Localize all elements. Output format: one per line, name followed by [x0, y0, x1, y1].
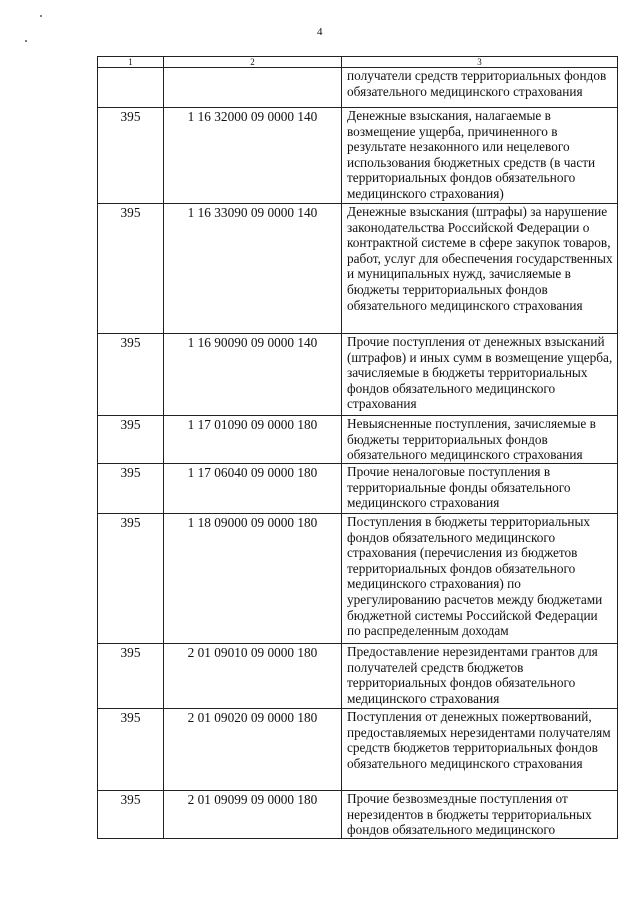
table-row	[98, 644, 618, 709]
table-row	[98, 416, 618, 464]
table-row	[98, 334, 618, 416]
revenue-name-cell: Поступления от денежных пожертвований, предоставляемых нерезидентами получателям средств бюджетов территориальных фондов обязательного медицинского страхования	[342, 709, 618, 791]
revenue-code-cell: 1 17 01090 09 0000 180	[164, 416, 342, 464]
revenue-name-cell: Прочие безвозмездные поступления от нерезидентов в бюджеты территориальных фондов обязательного медицинского	[342, 791, 618, 839]
revenue-name-cell: Прочие поступления от денежных взысканий (штрафов) и иных сумм в возмещение ущерба, зачисляемые в бюджеты территориальных фондов обязательного медицинского страхования	[342, 334, 618, 416]
table-row	[98, 464, 618, 514]
revenue-code-cell: 2 01 09020 09 0000 180	[164, 709, 342, 791]
header-cell-3: 3	[342, 57, 618, 68]
revenue-name-cell: Невыясненные поступления, зачисляемые в бюджеты территориальных фондов обязательного медицинского страхования	[342, 416, 618, 464]
admin-code-cell: 395	[98, 204, 164, 334]
table-row	[98, 791, 618, 839]
header-cell-1: 1	[98, 57, 164, 68]
revenue-name-cell: Предоставление нерезидентами грантов для получателей средств бюджетов территориальных фондов обязательного медицинского страхования	[342, 644, 618, 709]
revenue-code-cell: 1 17 06040 09 0000 180	[164, 464, 342, 514]
admin-code-cell: 395	[98, 416, 164, 464]
admin-code-cell	[98, 68, 164, 108]
revenue-name-cell: Денежные взыскания (штрафы) за нарушение законодательства Российской Федерации о контрактной системе в сфере закупок товаров, работ, услуг для обеспечения государственных и муниципальных нужд, зачисляемые в бюджеты территориальных фондов обязательного медицинского страхования	[342, 204, 618, 334]
table-row	[98, 709, 618, 791]
revenue-name-cell: Денежные взыскания, налагаемые в возмещение ущерба, причиненного в результате незаконного или нецелевого использования бюджетных средств (в части территориальных фондов обязательного медицинского страхования)	[342, 108, 618, 204]
budget-revenue-table	[97, 56, 618, 839]
table-row	[98, 514, 618, 644]
revenue-name-cell: Прочие неналоговые поступления в территориальные фонды обязательного медицинского страхования	[342, 464, 618, 514]
page-number: 4	[317, 26, 323, 38]
admin-code-cell: 395	[98, 514, 164, 644]
scan-speck	[25, 40, 27, 42]
revenue-code-cell: 1 16 90090 09 0000 140	[164, 334, 342, 416]
header-cell-2: 2	[164, 57, 342, 68]
revenue-code-cell: 1 16 33090 09 0000 140	[164, 204, 342, 334]
table-row	[98, 204, 618, 334]
revenue-code-cell: 2 01 09099 09 0000 180	[164, 791, 342, 839]
admin-code-cell: 395	[98, 464, 164, 514]
revenue-name-cell: Поступления в бюджеты территориальных фондов обязательного медицинского страхования (перечисления из бюджетов территориальных фондов обязательного медицинского страхования) по урегулированию расчетов между бюджетами бюджетной системы Российской Федерации по распределенным доходам	[342, 514, 618, 644]
table-row	[98, 108, 618, 204]
admin-code-cell: 395	[98, 644, 164, 709]
scan-speck	[40, 15, 42, 17]
revenue-name-cell: получатели средств территориальных фондов обязательного медицинского страхования	[342, 68, 618, 108]
table-row	[98, 68, 618, 108]
table-header-row	[98, 57, 618, 68]
revenue-code-cell	[164, 68, 342, 108]
admin-code-cell: 395	[98, 709, 164, 791]
admin-code-cell: 395	[98, 334, 164, 416]
admin-code-cell: 395	[98, 791, 164, 839]
admin-code-cell: 395	[98, 108, 164, 204]
revenue-code-cell: 1 18 09000 09 0000 180	[164, 514, 342, 644]
revenue-code-cell: 2 01 09010 09 0000 180	[164, 644, 342, 709]
revenue-code-cell: 1 16 32000 09 0000 140	[164, 108, 342, 204]
